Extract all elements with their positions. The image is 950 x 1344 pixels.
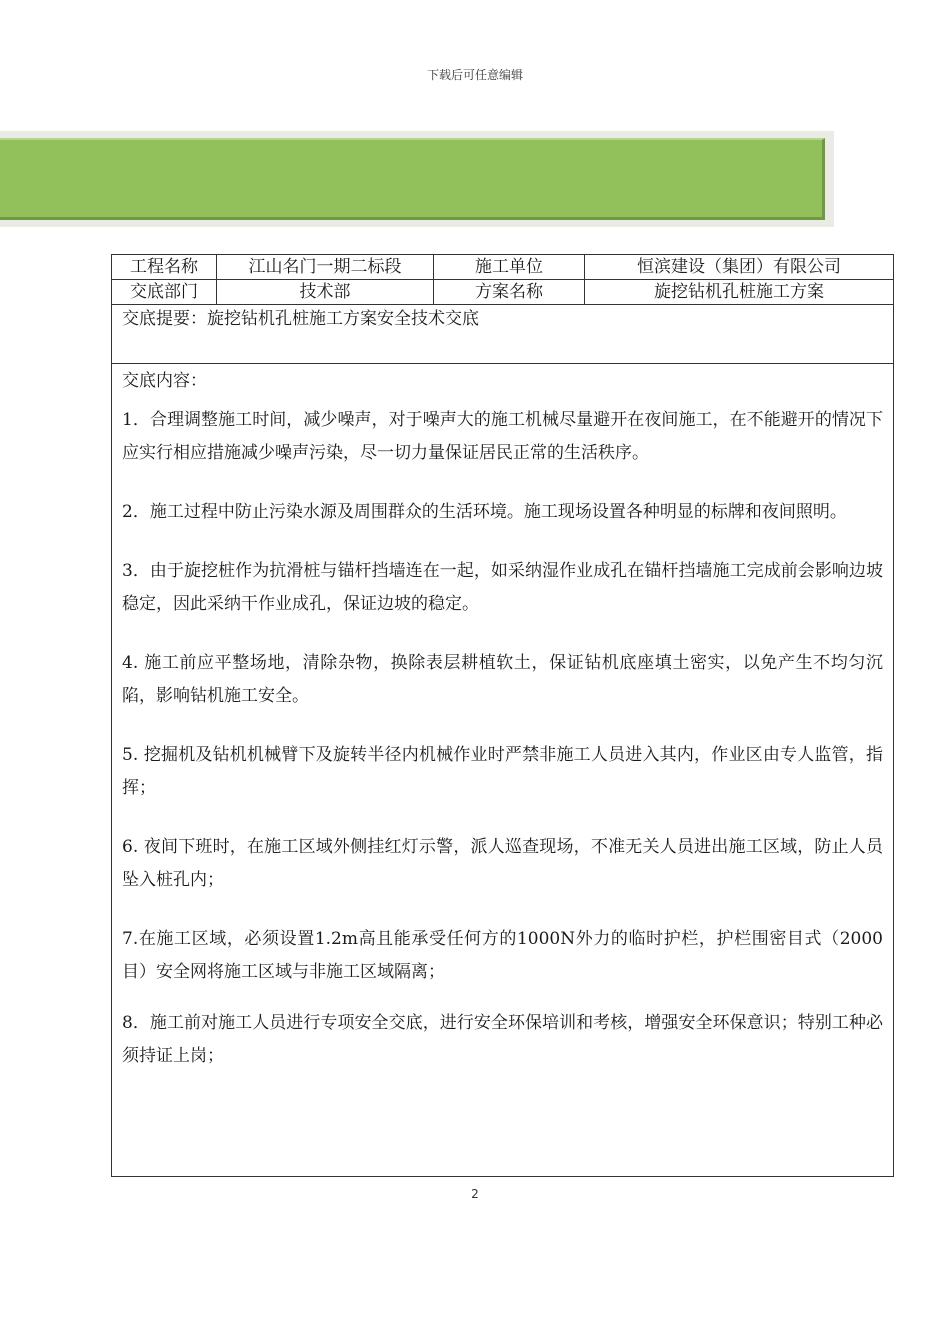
plan-name-label: 方案名称	[434, 280, 585, 305]
project-name-value: 江山名门一期二标段	[217, 255, 434, 280]
table-row-summary	[112, 305, 894, 364]
disclosure-table	[111, 254, 894, 1177]
disclosure-summary: 交底提要：旋挖钻机孔桩施工方案安全技术交底	[112, 305, 894, 364]
department-label: 交底部门	[112, 280, 217, 305]
department-value: 技术部	[217, 280, 434, 305]
content-label: 交底内容：	[122, 371, 207, 391]
content-item-1: 1．合理调整施工时间，减少噪声，对于噪声大的施工机械尽量避开在夜间施工，在不能避开的情况下应实行相应措施减少噪声污染，尽一切力量保证居民正常的生活秩序。	[122, 410, 883, 463]
disclosure-content	[112, 364, 894, 1177]
page-header: 下载后可任意编辑	[426, 68, 523, 82]
project-name-label: 工程名称	[112, 255, 217, 280]
table-row-project	[112, 255, 894, 280]
header-banner-shadow	[0, 131, 834, 227]
construction-unit-value: 恒滨建设（集团）有限公司	[585, 255, 894, 280]
content-item-3: 3．由于旋挖桩作为抗滑桩与锚杆挡墙连在一起，如采纳湿作业成孔在锚杆挡墙施工完成前会影响边坡稳定，因此采纳干作业成孔，保证边坡的稳定。	[122, 561, 883, 614]
content-item-4: 4. 施工前应平整场地，清除杂物，换除表层耕植软土，保证钻机底座填土密实，以免产生不均匀沉陷，影响钻机施工安全。	[122, 653, 883, 706]
content-item-7: 7.在施工区域，必须设置1.2m高且能承受任何方的1000N外力的临时护栏，护栏围密目式（2000目）安全网将施工区域与非施工区域隔离；	[122, 929, 883, 982]
plan-name-value: 旋挖钻机孔桩施工方案	[585, 280, 894, 305]
table-row-content	[112, 364, 894, 1177]
table-row-department	[112, 280, 894, 305]
header-banner	[0, 138, 825, 220]
content-item-8: 8．施工前对施工人员进行专项安全交底，进行安全环保培训和考核，增强安全环保意识；特别工种必须持证上岗；	[122, 1013, 883, 1066]
content-item-2: 2．施工过程中防止污染水源及周围群众的生活环境。施工现场设置各种明显的标牌和夜间照明。	[122, 502, 847, 522]
content-item-6: 6. 夜间下班时，在施工区域外侧挂红灯示警，派人巡查现场，不准无关人员进出施工区域，防止人员坠入桩孔内；	[122, 837, 883, 890]
content-item-5: 5. 挖掘机及钻机机械臂下及旋转半径内机械作业时严禁非施工人员进入其内，作业区由专人监管，指挥；	[122, 745, 883, 798]
construction-unit-label: 施工单位	[434, 255, 585, 280]
page-number: 2	[471, 1187, 479, 1201]
